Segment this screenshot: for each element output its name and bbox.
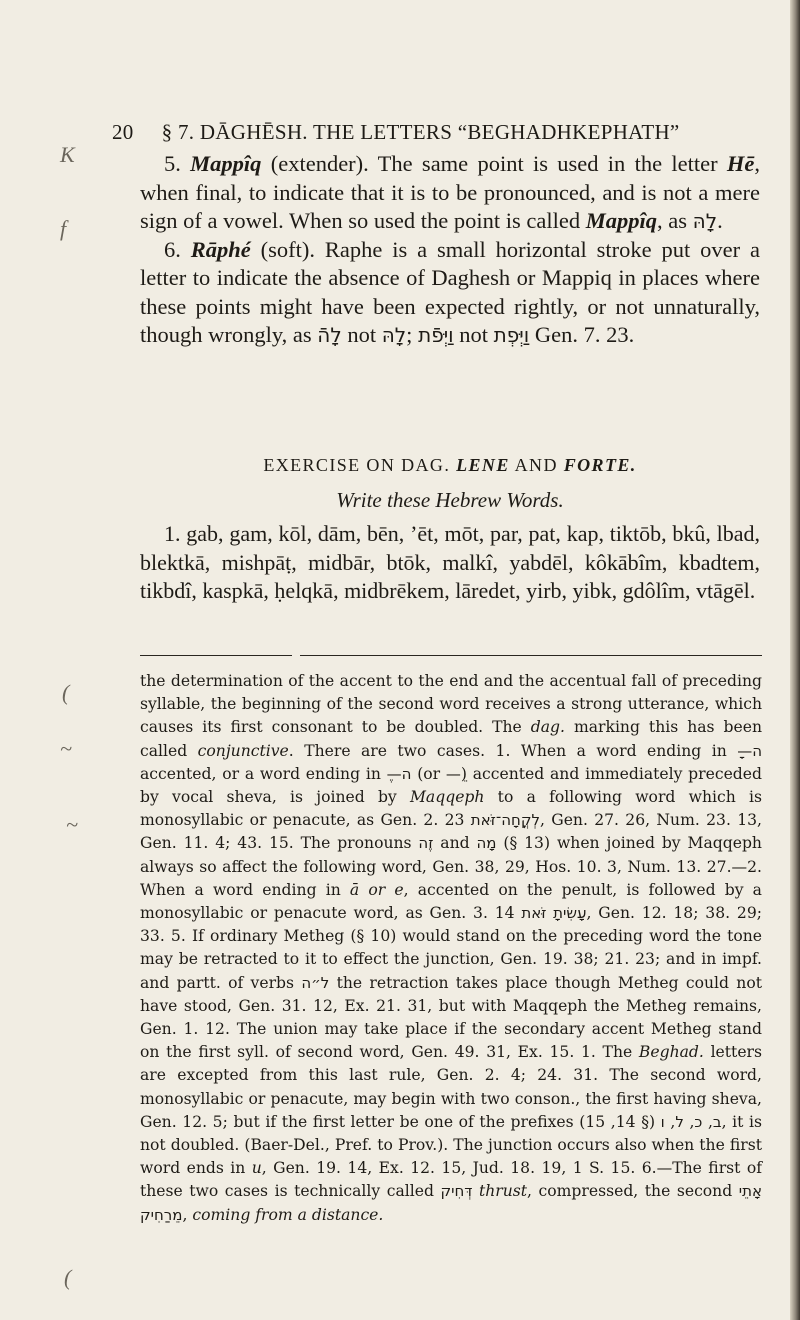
fn-hebrew: ל [675,1112,684,1131]
margin-mark: ~ [66,812,78,837]
fn-italic: Beghad. [638,1043,704,1062]
margin-mark: ( [64,1265,72,1290]
fn-hebrew: ב [712,1112,722,1131]
fn-italic: conjunctive [197,741,289,760]
hebrew-word: וַיְּפֿת [418,323,454,347]
margin-mark: f [60,216,67,241]
text: . [717,208,723,233]
fn-text: , [683,1112,695,1131]
fn-hebrew: לְקֳחָה־זֹּאת [470,811,540,830]
text: (soft). Raphe is a small horizontal stroke put over a letter to indicate the absence of Daghesh or Mappiq in places where these points might have been expected rightly, or not unnaturally, though wrongly, as [140,236,760,347]
fn-text: the retraction takes place though Metheg could not have stood, Gen. 31. 12, Ex. 21. 31, but with Maqqeph the Metheg remains, Gen. 1. 12. The union may take place if the secondary accent Metheg stand on the first syll. of second word, Gen. 49. 31, Ex. 15. 1. The [140,973,762,1062]
margin-mark: ( [62,680,70,705]
fn-text: accented, or a word ending in [140,764,387,783]
text: , as [657,208,693,233]
fn-text: (or [411,764,446,783]
hebrew-word: וַיְּפְת [493,323,530,347]
fn-text: ) accented and immediately preceded by vocal sheva, is joined by [140,764,762,807]
heading-text: EXERCISE ON DAG. [263,455,457,475]
term-raphe: Rāphé [190,236,251,262]
term-mappiq: Mappîq [190,151,262,176]
fn-text: , accented on the penult, is followed by a monosyllabic or penacute word, as Gen. 3. 14 [140,880,762,923]
fn-hebrew: ל״ה [301,973,330,992]
hebrew-word: לָהֿ [317,323,342,347]
mappiq-paragraph [140,150,760,350]
term-he: Hē [726,151,755,176]
fn-text: and [433,834,477,853]
fn-italic: dag. [530,718,565,737]
fn-text: letters are excepted from this last rule, Gen. 2. 4; 24. 31. The second word, monosyllabic or penacute, may begin with two conson., the first having sheva, Gen. 12. 5; but if the first letter be one of the prefixes [140,1043,762,1131]
exercise-words [140,520,760,606]
section-title: § 7. DĀGHĒSH. THE LETTERS “BEGHADHKEPHATH” [161,120,680,144]
fn-hebrew: ה—ָ [737,741,762,760]
footnote-rule [300,655,762,656]
fn-hebrew: —ֵ [445,764,461,783]
fn-hebrew: דְּחִיק [440,1182,473,1201]
hebrew-word: לָהּ [381,323,407,347]
page-edge-shadow [790,0,800,1320]
running-header [112,120,680,145]
fn-hebrew: אָתֵי מֵרַחִיק [140,1182,762,1224]
fn-text: to a following word which is monosyllabic or penacute, as Gen. 2. 23 [140,788,762,830]
text: (extender). The same point is used in the letter [261,151,727,176]
fn-italic: coming from a distance. [192,1205,384,1224]
fn-hebrew: זֶה [418,834,434,853]
fn-italic: u [251,1159,262,1178]
fn-text: , Gen. 12. 18; 38. 29; 33. 5. If ordinary Metheg (§ 10) would stand on the preceding word the tone may be retracted to it to effect the junction, Gen. 19. 38; 21. 23; and in impf. and partt. of verbs [140,904,763,992]
fn-text: , [664,1112,676,1131]
item-number: 5. [164,151,181,176]
heading-forte: FORTE. [563,455,637,475]
margin-mark: K [60,142,75,167]
fn-hebrew: ו [660,1112,665,1131]
exercise-subheading: Write these Hebrew Words. [336,488,564,512]
fn-text: , compressed, the second [527,1182,739,1201]
fn-text: the determination of the accent to the end and the accentual fall of preceding syllable, the beginning of the second word receives a strong utterance, which causes its first consonant to be doubled. The [140,672,762,737]
item-number: 6. [164,236,181,262]
fn-text: (§ 14, 15), it is not doubled. (Baer-Del., Pref. to Prov.). The junction occurs also when the first word ends in [140,1112,762,1178]
fn-text: (§ 13) when joined by Maqqeph always so affect the following word, Gen. 38, 29, Hos. 10. 3, Num. 13. 27.—2. When a word ending in [140,834,762,899]
fn-hebrew: עָשִׂיתָ זֹּאת [521,904,587,923]
fn-text: , Gen. 27. 26, Num. 23. 13, Gen. 11. 4; 43. 15. The pronouns [140,811,762,853]
fn-italic: ā or e [349,880,404,899]
item-number: 1. [164,521,181,546]
page-number: 20 [112,120,134,144]
footnote [140,670,762,1227]
exercise-heading [140,455,760,476]
fn-text: marking this has been called [140,718,762,760]
text: not [453,322,494,347]
term-mappiq: Mappîq [585,208,658,233]
fn-italic: thrust [478,1182,528,1201]
fn-text: , Gen. 19. 14, Ex. 12. 15, Jud. 18. 19, 1 S. 15. 6.—The first of these two cases is technically called [140,1159,762,1201]
word-list: gab, gam, kōl, dām, bēn, ’ēt, mōt, par, pat, kap, tiktōb, bkû, lbad, blektkā, mishpāṭ, midbār, btōk, malkî, yabdēl, kôkābîm, kbadtem, tikbdî, kaspkā, ḥelqkā, midbrēkem, lāredet, yirb, yibk, gdôlîm, vtāgēl. [140,521,761,603]
heading-lene: LENE [456,455,510,475]
margin-mark: ~ [60,736,72,761]
text: not [341,322,382,347]
fn-italic: Maqqeph [409,788,485,807]
fn-text: , [182,1205,193,1224]
heading-text: AND [509,455,564,475]
fn-text: , [702,1112,713,1131]
text: ; [406,322,419,347]
fn-hebrew: מָה [476,834,497,853]
fn-hebrew: כ [694,1112,703,1131]
footnote-rule [140,655,292,656]
fn-text: . There are two cases. 1. When a word ending in [288,741,738,760]
fn-hebrew: ה—ֶ [386,764,412,783]
text: Gen. 7. 23. [529,322,635,347]
hebrew-word: לָהּ [692,209,718,233]
text: , when final, to indicate that it is to be pronounced, and is not a mere sign of a vowel. When so used the point is called [140,151,760,233]
